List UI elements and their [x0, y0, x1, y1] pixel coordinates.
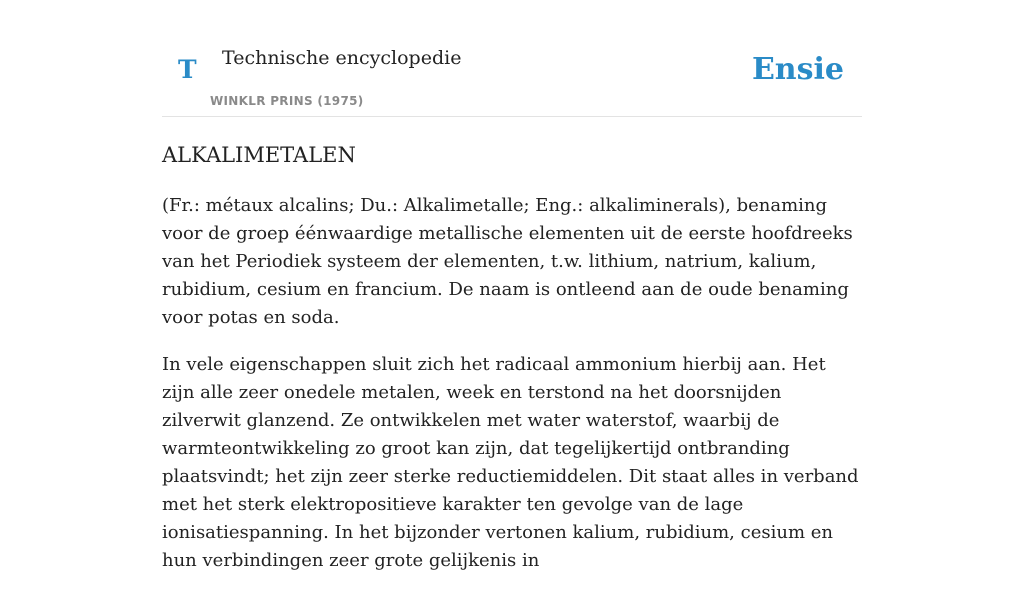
ensie-logo[interactable]: Ensie: [751, 52, 844, 87]
article-paragraph: In vele eigenschappen sluit zich het radicaal ammonium hierbij aan. Het zijn alle zeer onedele metalen, week en terstond na het doorsnijden zilverwit glanzend. Ze ontwikkelen met water waterstof, waarbij de warmteontwikkeling zo groot kan zijn, dat tegelijkertijd ontbranding plaatsvindt; het zijn zeer sterke reductiemiddelen. Dit staat alles in verband met het sterk elektropositieve karakter ten gevolge van de lage ionisatiespanning. In het bijzonder vertonen kalium, rubidium, cesium en hun verbindingen zeer grote gelijkenis in: [162, 354, 859, 571]
book-title-link[interactable]: Technische encyclopedie: [222, 47, 462, 69]
page-header: [162, 0, 862, 117]
article-body: [162, 138, 862, 594]
article-paragraph: (Fr.: métaux alcalins; Du.: Alkalimetalle; Eng.: alkaliminerals), benaming voor de groep éénwaardige metallische elementen uit de eerste hoofdreeks van het Periodiek systeem der elementen, t.w. lithium, natrium, kalium, rubidium, cesium en francium. De naam is ontleend aan de oude benaming voor potas en soda.: [162, 195, 853, 328]
book-source-label: WINKLR PRINS (1975): [210, 94, 364, 108]
article-title: ALKALIMETALEN: [162, 143, 356, 167]
book-logo-icon[interactable]: T: [178, 55, 197, 84]
